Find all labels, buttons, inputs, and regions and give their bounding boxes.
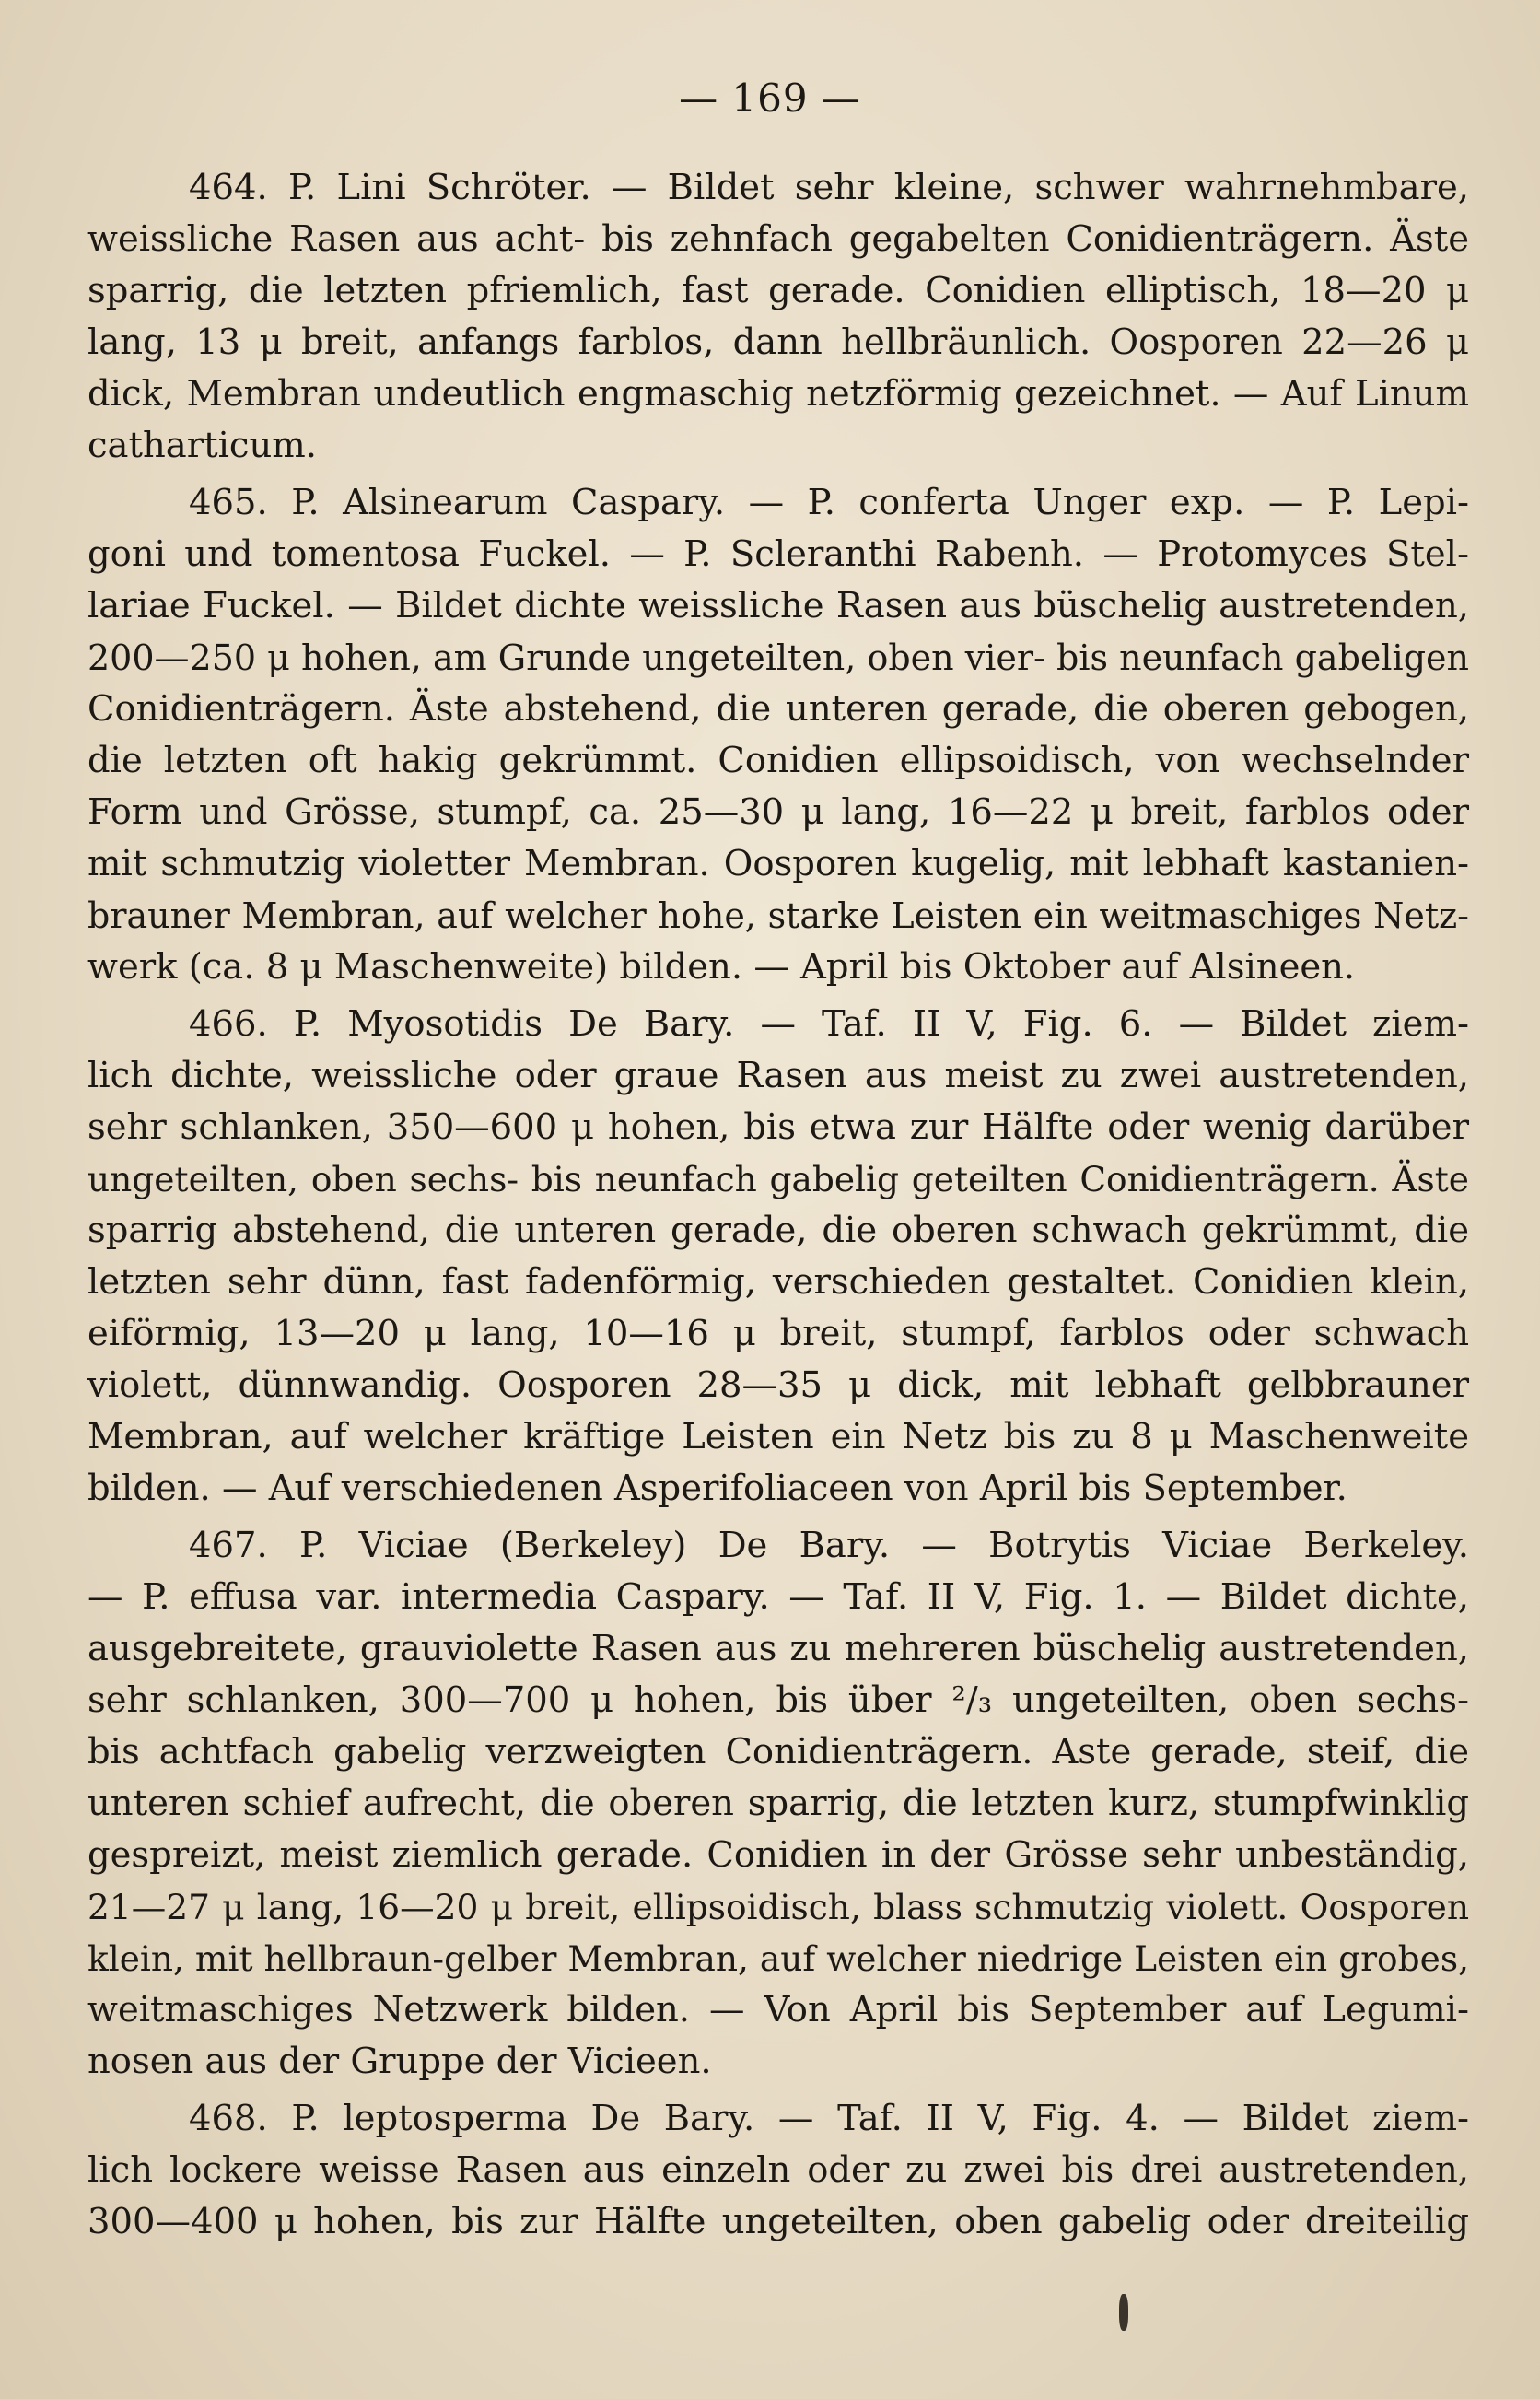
text-line: Conidienträgern. Äste abstehend, die unteren gerade, die oberen gebogen, xyxy=(88,688,1469,730)
text-line: nosen aus der Gruppe der Vicieen. xyxy=(88,2041,712,2082)
text-line: Form und Grösse, stumpf, ca. 25—30 μ lang, 16—22 μ breit, farblos oder xyxy=(88,791,1469,833)
text-line: 200—250 μ hohen, am Grunde ungeteilten, oben vier- bis neunfach gabeligen xyxy=(88,638,1469,678)
text-line: ausgebreitete, grauviolette Rasen aus zu mehreren büschelig austretenden, xyxy=(88,1628,1469,1669)
text-line: sehr schlanken, 350—600 μ hohen, bis etwa zur Hälfte oder wenig darüber xyxy=(88,1106,1469,1148)
text-line: eiförmig, 13—20 μ lang, 10—16 μ breit, stumpf, farblos oder schwach xyxy=(88,1313,1469,1354)
entry-466 xyxy=(88,999,1469,1515)
entry-465 xyxy=(88,477,1469,993)
text-line: klein, mit hellbraun-gelber Membran, auf welcher niedrige Leisten ein grobes, xyxy=(88,1938,1469,1979)
text-line: 300—400 μ hohen, bis zur Hälfte ungeteilten, oben gabelig oder dreiteilig xyxy=(88,2201,1469,2242)
text-line: werk (ca. 8 μ Maschenweite) bilden. — April bis Oktober auf Alsineen. xyxy=(88,946,1356,988)
entry-468 xyxy=(88,2093,1469,2248)
text-line: lich lockere weisse Rasen aus einzeln oder zu zwei bis drei austretenden, xyxy=(88,2149,1469,2191)
page-number: — 169 — xyxy=(679,76,861,121)
entry-464 xyxy=(88,162,1469,472)
text-line: — P. effusa var. intermedia Caspary. — Taf. II V, Fig. 1. — Bildet dichte, xyxy=(88,1576,1469,1618)
text-line: weitmaschiges Netzwerk bilden. — Von April bis September auf Legumi- xyxy=(88,1989,1469,2030)
text-line: dick, Membran undeutlich engmaschig netzförmig gezeichnet. — Auf Linum xyxy=(88,373,1469,415)
text-line: gespreizt, meist ziemlich gerade. Conidien in der Grösse sehr unbeständig, xyxy=(88,1834,1469,1876)
text-line: lang, 13 μ breit, anfangs farblos, dann hellbräunlich. Oosporen 22—26 μ xyxy=(88,322,1469,363)
text-line: violett, dünnwandig. Oosporen 28—35 μ dick, mit lebhaft gelbbrauner xyxy=(88,1364,1469,1406)
text-line: 465. P. Alsinearum Caspary. — P. conferta Unger exp. — P. Lepi- xyxy=(189,482,1469,523)
text-line: lariae Fuckel. — Bildet dichte weissliche Rasen aus büschelig austretenden, xyxy=(88,585,1469,626)
text-line: die letzten oft hakig gekrümmt. Conidien ellipsoidisch, von wechselnder xyxy=(88,740,1469,781)
text-line: brauner Membran, auf welcher hohe, starke Leisten ein weitmaschiges Netz- xyxy=(88,895,1469,936)
text-line: sparrig abstehend, die unteren gerade, die oberen schwach gekrümmt, die xyxy=(88,1210,1469,1251)
text-line: lich dichte, weissliche oder graue Rasen aus meist zu zwei austretenden, xyxy=(88,1055,1469,1096)
text-line: 21—27 μ lang, 16—20 μ breit, ellipsoidisch, blass schmutzig violett. Oosporen xyxy=(88,1887,1469,1927)
text-line: 468. P. leptosperma De Bary. — Taf. II V, Fig. 4. — Bildet ziem- xyxy=(189,2098,1469,2139)
text-line: bilden. — Auf verschiedenen Asperifoliaceen von April bis September. xyxy=(88,1468,1348,1509)
text-body xyxy=(88,162,1469,2248)
text-line: unteren schief aufrecht, die oberen sparrig, die letzten kurz, stumpfwinklig xyxy=(88,1783,1469,1824)
text-line: ungeteilten, oben sechs- bis neunfach gabelig geteilten Conidienträgern. Äste xyxy=(88,1159,1469,1200)
text-line: 467. P. Viciae (Berkeley) De Bary. — Botrytis Viciae Berkeley. xyxy=(189,1525,1469,1566)
text-line: 466. P. Myosotidis De Bary. — Taf. II V, Fig. 6. — Bildet ziem- xyxy=(189,1003,1469,1045)
text-line: Membran, auf welcher kräftige Leisten ein Netz bis zu 8 μ Maschenweite xyxy=(88,1416,1469,1457)
text-line: sparrig, die letzten pfriemlich, fast gerade. Conidien elliptisch, 18—20 μ xyxy=(88,270,1469,311)
text-line: bis achtfach gabelig verzweigten Conidienträgern. Aste gerade, steif, die xyxy=(88,1731,1469,1773)
text-line: 464. P. Lini Schröter. — Bildet sehr kleine, schwer wahrnehmbare, xyxy=(189,167,1469,208)
entry-467 xyxy=(88,1520,1469,2088)
text-line: letzten sehr dünn, fast fadenförmig, verschieden gestaltet. Conidien klein, xyxy=(88,1261,1469,1303)
text-line: catharticum. xyxy=(88,425,318,466)
text-line: weissliche Rasen aus acht- bis zehnfach gegabelten Conidienträgern. Äste xyxy=(88,218,1469,260)
text-line: goni und tomentosa Fuckel. — P. Scleranthi Rabenh. — Protomyces Stel- xyxy=(88,533,1469,575)
text-line: sehr schlanken, 300—700 μ hohen, bis über ²/₃ ungeteilten, oben sechs- xyxy=(88,1679,1469,1721)
text-line: mit schmutzig violetter Membran. Oosporen kugelig, mit lebhaft kastanien- xyxy=(88,843,1469,884)
ink-mark xyxy=(1119,2294,1128,2331)
